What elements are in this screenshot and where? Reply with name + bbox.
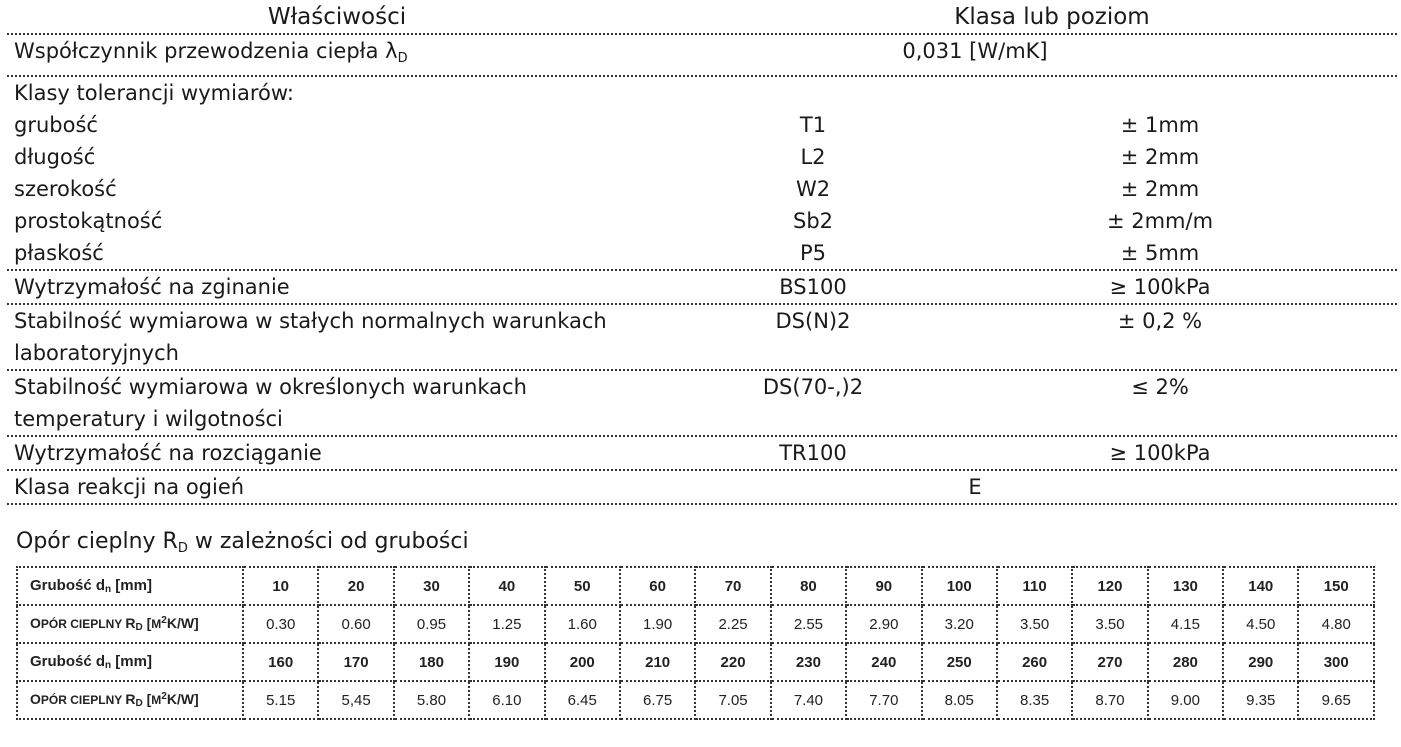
resistance-cell: 9.35 bbox=[1223, 681, 1298, 719]
thermal-resistance-table bbox=[16, 566, 1375, 720]
property-class: W2 bbox=[795, 177, 831, 201]
property-row bbox=[7, 237, 1397, 271]
resistance-cell: 5,45 bbox=[318, 681, 393, 719]
resistance-cell: 1.90 bbox=[620, 605, 695, 643]
property-row bbox=[7, 173, 1397, 205]
thickness-cell: 140 bbox=[1223, 567, 1298, 605]
resistance-cell: 6.10 bbox=[469, 681, 544, 719]
property-row bbox=[7, 271, 1397, 305]
thickness-cell: 110 bbox=[997, 567, 1072, 605]
property-value: 0,031 [W/mK] bbox=[902, 39, 1048, 63]
property-value: ≤ 2% bbox=[1131, 375, 1189, 399]
property-row bbox=[7, 77, 1397, 109]
thickness-cell: 100 bbox=[922, 567, 997, 605]
resistance-cell: 8.05 bbox=[922, 681, 997, 719]
thickness-cell: 50 bbox=[545, 567, 620, 605]
property-class: P5 bbox=[799, 241, 827, 265]
thickness-cell: 80 bbox=[771, 567, 846, 605]
property-class: L2 bbox=[800, 145, 826, 169]
property-row bbox=[7, 471, 1397, 505]
resistance-cell: 8.70 bbox=[1072, 681, 1147, 719]
thickness-cell: 170 bbox=[318, 643, 393, 681]
property-value: ± 2mm bbox=[1120, 145, 1200, 169]
property-name: Wytrzymałość na rozciąganie bbox=[14, 441, 322, 465]
resistance-cell: 2.90 bbox=[846, 605, 921, 643]
header-properties: Właściwości bbox=[267, 4, 407, 30]
resistance-cell: 9.65 bbox=[1298, 681, 1374, 719]
resistance-cell: 4.80 bbox=[1298, 605, 1374, 643]
property-row bbox=[7, 141, 1397, 173]
resistance-cell: 6.45 bbox=[545, 681, 620, 719]
resistance-cell: 6.75 bbox=[620, 681, 695, 719]
property-name: Klasy tolerancji wymiarów: bbox=[14, 81, 294, 105]
resistance-cell: 3.50 bbox=[1072, 605, 1147, 643]
property-name: Stabilność wymiarowa w stałych normalnych warunkach laboratoryjnych bbox=[14, 309, 607, 365]
resistance-cell: 0.60 bbox=[318, 605, 393, 643]
property-value: ± 2mm bbox=[1120, 177, 1200, 201]
resistance-cell: 7.05 bbox=[695, 681, 770, 719]
thickness-cell: 300 bbox=[1298, 643, 1374, 681]
resistance-label: OPÓR CIEPLNY $R_D$ $[M^2K/W]$ bbox=[17, 681, 243, 719]
thickness-cell: 240 bbox=[846, 643, 921, 681]
thickness-cell: 40 bbox=[469, 567, 544, 605]
thickness-label: Grubość $d_n$ [mm] bbox=[17, 567, 243, 605]
resistance-row bbox=[17, 605, 1374, 643]
resistance-cell: 3.20 bbox=[922, 605, 997, 643]
resistance-cell: 1.25 bbox=[469, 605, 544, 643]
thickness-cell: 70 bbox=[695, 567, 770, 605]
thickness-row bbox=[17, 643, 1374, 681]
property-row bbox=[7, 305, 1397, 371]
header-class-level: Klasa lub poziom bbox=[954, 4, 1150, 30]
property-name: grubość bbox=[14, 113, 98, 137]
property-value: ≥ 100kPa bbox=[1109, 275, 1211, 299]
resistance-cell: 4.50 bbox=[1223, 605, 1298, 643]
resistance-cell: 5.80 bbox=[394, 681, 469, 719]
property-class: Sb2 bbox=[792, 209, 834, 233]
thickness-cell: 220 bbox=[695, 643, 770, 681]
property-name: Stabilność wymiarowa w określonych warunkach temperatury i wilgotności bbox=[14, 375, 527, 431]
thickness-cell: 160 bbox=[243, 643, 318, 681]
property-class: BS100 bbox=[779, 275, 847, 299]
property-name: Wytrzymałość na zginanie bbox=[14, 275, 290, 299]
thickness-cell: 150 bbox=[1298, 567, 1374, 605]
thickness-cell: 10 bbox=[243, 567, 318, 605]
thickness-cell: 60 bbox=[620, 567, 695, 605]
resistance-row bbox=[17, 681, 1374, 719]
property-value: ± 5mm bbox=[1120, 241, 1200, 265]
resistance-cell: 4.15 bbox=[1148, 605, 1223, 643]
resistance-cell: 8.35 bbox=[997, 681, 1072, 719]
property-class: DS(70-,)2 bbox=[762, 375, 864, 399]
resistance-cell: 7.70 bbox=[846, 681, 921, 719]
property-name: szerokość bbox=[14, 177, 117, 201]
property-name: Współczynnik przewodzenia ciepła $\lambda_D$ bbox=[14, 39, 408, 66]
thickness-cell: 200 bbox=[545, 643, 620, 681]
property-name: długość bbox=[14, 145, 96, 169]
thickness-cell: 230 bbox=[771, 643, 846, 681]
thickness-label: Grubość $d_n$ [mm] bbox=[17, 643, 243, 681]
thickness-cell: 120 bbox=[1072, 567, 1147, 605]
thickness-cell: 270 bbox=[1072, 643, 1147, 681]
thickness-cell: 280 bbox=[1148, 643, 1223, 681]
thickness-cell: 290 bbox=[1223, 643, 1298, 681]
property-class: DS(N)2 bbox=[775, 309, 851, 333]
resistance-cell: 9.00 bbox=[1148, 681, 1223, 719]
thickness-cell: 180 bbox=[394, 643, 469, 681]
resistance-cell: 0.30 bbox=[243, 605, 318, 643]
property-row bbox=[7, 437, 1397, 471]
resistance-cell: 0.95 bbox=[394, 605, 469, 643]
property-name: płaskość bbox=[14, 241, 104, 265]
property-value: ± 1mm bbox=[1120, 113, 1200, 137]
property-row bbox=[7, 109, 1397, 141]
thickness-cell: 190 bbox=[469, 643, 544, 681]
resistance-cell: 3.50 bbox=[997, 605, 1072, 643]
thickness-cell: 20 bbox=[318, 567, 393, 605]
property-value: ± 2mm/m bbox=[1106, 209, 1214, 233]
property-name: Klasa reakcji na ogień bbox=[14, 475, 245, 499]
property-value: ± 0,2 % bbox=[1117, 309, 1203, 333]
property-row bbox=[7, 35, 1397, 77]
properties-table bbox=[7, 0, 1397, 505]
resistance-label: OPÓR CIEPLNY $R_D$ $[M^2K/W]$ bbox=[17, 605, 243, 643]
resistance-cell: 5.15 bbox=[243, 681, 318, 719]
thickness-row bbox=[17, 567, 1374, 605]
property-row bbox=[7, 371, 1397, 437]
property-class: TR100 bbox=[779, 441, 847, 465]
property-name: prostokątność bbox=[14, 209, 163, 233]
thickness-cell: 90 bbox=[846, 567, 921, 605]
thermal-resistance-title: Opór cieplny $R_D$ w zależności od grubości bbox=[16, 529, 469, 556]
property-value: E bbox=[968, 475, 982, 499]
thickness-cell: 30 bbox=[394, 567, 469, 605]
properties-header bbox=[7, 0, 1397, 35]
thickness-cell: 130 bbox=[1148, 567, 1223, 605]
property-value: ≥ 100kPa bbox=[1109, 441, 1211, 465]
thickness-cell: 250 bbox=[922, 643, 997, 681]
property-row bbox=[7, 205, 1397, 237]
thickness-cell: 260 bbox=[997, 643, 1072, 681]
resistance-cell: 2.25 bbox=[695, 605, 770, 643]
resistance-cell: 7.40 bbox=[771, 681, 846, 719]
thickness-cell: 210 bbox=[620, 643, 695, 681]
property-class: T1 bbox=[799, 113, 827, 137]
resistance-cell: 1.60 bbox=[545, 605, 620, 643]
resistance-cell: 2.55 bbox=[771, 605, 846, 643]
